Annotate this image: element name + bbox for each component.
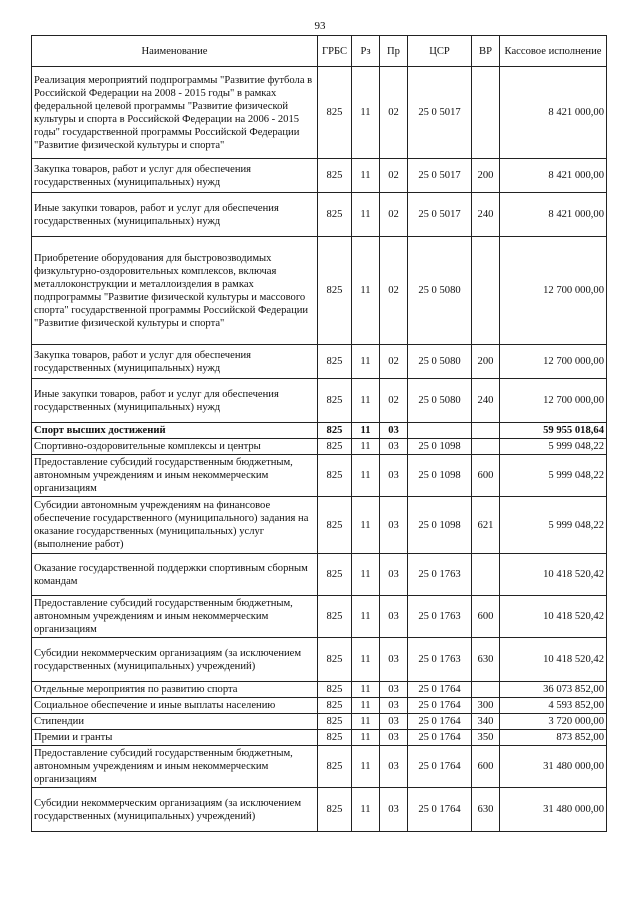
table-row xyxy=(32,497,607,554)
header-name: Наименование xyxy=(32,36,318,67)
cell-amount: 5 999 048,22 xyxy=(500,497,607,554)
cell-grbs: 825 xyxy=(318,345,352,379)
cell-csr: 25 0 1764 xyxy=(408,730,472,746)
cell-vr: 200 xyxy=(472,159,500,193)
header-csr: ЦСР xyxy=(408,36,472,67)
cell-name: Иные закупки товаров, работ и услуг для обеспечения государственных (муниципальных) нужд xyxy=(32,193,318,237)
cell-vr: 600 xyxy=(472,596,500,638)
cell-vr: 621 xyxy=(472,497,500,554)
cell-csr: 25 0 1763 xyxy=(408,554,472,596)
cell-amount: 4 593 852,00 xyxy=(500,698,607,714)
cell-grbs: 825 xyxy=(318,379,352,423)
cell-rz: 11 xyxy=(352,596,380,638)
cell-name: Приобретение оборудования для быстровозводимых физкультурно-оздоровительных комплексов, включая металлоконструкции и металлоизделия в рамках подпрограммы "Развитие физической культуры и массового спорта" государственной программы Российской Федерации "Развитие физической культуры и спорта" xyxy=(32,237,318,345)
cell-amount: 10 418 520,42 xyxy=(500,596,607,638)
cell-name: Спортивно-оздоровительные комплексы и центры xyxy=(32,439,318,455)
cell-csr: 25 0 1764 xyxy=(408,714,472,730)
cell-rz: 11 xyxy=(352,730,380,746)
cell-pr: 02 xyxy=(380,379,408,423)
cell-grbs: 825 xyxy=(318,439,352,455)
cell-amount: 31 480 000,00 xyxy=(500,788,607,832)
cell-pr: 03 xyxy=(380,497,408,554)
cell-vr xyxy=(472,682,500,698)
table-row xyxy=(32,714,607,730)
page-number: 93 xyxy=(314,20,326,32)
cell-name: Реализация мероприятий подпрограммы "Развитие футбола в Российской Федерации на 2008 - 2015 годы" в рамках федеральной целевой программы "Развитие физической культуры и спорта в Российской Федерации на 2006 - 2015 годы" государственной программы Российской Федерации "Развитие физической культуры и спорта" xyxy=(32,67,318,159)
cell-rz: 11 xyxy=(352,638,380,682)
cell-csr: 25 0 1763 xyxy=(408,638,472,682)
cell-name: Предоставление субсидий государственным бюджетным, автономным учреждениям и иным некоммерческим организациям xyxy=(32,596,318,638)
cell-vr xyxy=(472,67,500,159)
cell-pr: 02 xyxy=(380,193,408,237)
cell-pr: 03 xyxy=(380,439,408,455)
cell-name: Стипендии xyxy=(32,714,318,730)
table-row xyxy=(32,423,607,439)
table-body xyxy=(32,67,607,832)
cell-amount: 12 700 000,00 xyxy=(500,237,607,345)
cell-rz: 11 xyxy=(352,698,380,714)
cell-pr: 03 xyxy=(380,730,408,746)
cell-vr: 300 xyxy=(472,698,500,714)
cell-grbs: 825 xyxy=(318,67,352,159)
cell-name: Иные закупки товаров, работ и услуг для обеспечения государственных (муниципальных) нужд xyxy=(32,379,318,423)
cell-amount: 36 073 852,00 xyxy=(500,682,607,698)
cell-grbs: 825 xyxy=(318,159,352,193)
table-row xyxy=(32,193,607,237)
cell-rz: 11 xyxy=(352,237,380,345)
cell-csr: 25 0 5017 xyxy=(408,159,472,193)
cell-name: Предоставление субсидий государственным бюджетным, автономным учреждениям и иным некоммерческим организациям xyxy=(32,455,318,497)
table-row xyxy=(32,682,607,698)
header-pr: Пр xyxy=(380,36,408,67)
cell-grbs: 825 xyxy=(318,497,352,554)
cell-vr: 240 xyxy=(472,193,500,237)
cell-csr xyxy=(408,423,472,439)
cell-amount: 8 421 000,00 xyxy=(500,67,607,159)
cell-pr: 02 xyxy=(380,237,408,345)
cell-pr: 02 xyxy=(380,345,408,379)
cell-amount: 5 999 048,22 xyxy=(500,455,607,497)
cell-name: Закупка товаров, работ и услуг для обеспечения государственных (муниципальных) нужд xyxy=(32,159,318,193)
cell-name: Субсидии некоммерческим организациям (за исключением государственных (муниципальных) учреждений) xyxy=(32,788,318,832)
cell-csr: 25 0 1098 xyxy=(408,497,472,554)
cell-rz: 11 xyxy=(352,345,380,379)
cell-csr: 25 0 1764 xyxy=(408,746,472,788)
cell-pr: 02 xyxy=(380,159,408,193)
table-row xyxy=(32,746,607,788)
cell-grbs: 825 xyxy=(318,455,352,497)
cell-amount: 8 421 000,00 xyxy=(500,159,607,193)
table-row xyxy=(32,698,607,714)
budget-table xyxy=(31,35,607,832)
cell-rz: 11 xyxy=(352,746,380,788)
table-row xyxy=(32,67,607,159)
cell-pr: 03 xyxy=(380,596,408,638)
cell-name: Премии и гранты xyxy=(32,730,318,746)
cell-pr: 03 xyxy=(380,714,408,730)
cell-name: Предоставление субсидий государственным бюджетным, автономным учреждениям и иным некоммерческим организациям xyxy=(32,746,318,788)
cell-rz: 11 xyxy=(352,714,380,730)
cell-rz: 11 xyxy=(352,67,380,159)
cell-pr: 03 xyxy=(380,788,408,832)
cell-rz: 11 xyxy=(352,554,380,596)
cell-pr: 03 xyxy=(380,638,408,682)
cell-name: Отдельные мероприятия по развитию спорта xyxy=(32,682,318,698)
cell-amount: 5 999 048,22 xyxy=(500,439,607,455)
cell-grbs: 825 xyxy=(318,596,352,638)
header-amount: Кассовое исполнение xyxy=(500,36,607,67)
cell-rz: 11 xyxy=(352,439,380,455)
cell-pr: 03 xyxy=(380,698,408,714)
cell-rz: 11 xyxy=(352,159,380,193)
cell-rz: 11 xyxy=(352,682,380,698)
table-row xyxy=(32,159,607,193)
cell-amount: 59 955 018,64 xyxy=(500,423,607,439)
cell-pr: 03 xyxy=(380,554,408,596)
cell-grbs: 825 xyxy=(318,554,352,596)
cell-amount: 8 421 000,00 xyxy=(500,193,607,237)
cell-name: Оказание государственной поддержки спортивным сборным командам xyxy=(32,554,318,596)
cell-grbs: 825 xyxy=(318,788,352,832)
cell-amount: 10 418 520,42 xyxy=(500,554,607,596)
cell-csr: 25 0 5080 xyxy=(408,379,472,423)
cell-vr: 340 xyxy=(472,714,500,730)
cell-grbs: 825 xyxy=(318,698,352,714)
cell-grbs: 825 xyxy=(318,730,352,746)
table-row xyxy=(32,638,607,682)
cell-grbs: 825 xyxy=(318,714,352,730)
cell-amount: 31 480 000,00 xyxy=(500,746,607,788)
cell-vr xyxy=(472,554,500,596)
cell-csr: 25 0 5080 xyxy=(408,345,472,379)
cell-amount: 3 720 000,00 xyxy=(500,714,607,730)
cell-rz: 11 xyxy=(352,788,380,832)
cell-csr: 25 0 1764 xyxy=(408,788,472,832)
cell-csr: 25 0 5017 xyxy=(408,67,472,159)
header-grbs: ГРБС xyxy=(318,36,352,67)
table-row xyxy=(32,730,607,746)
cell-grbs: 825 xyxy=(318,638,352,682)
table-header-row xyxy=(32,36,607,67)
cell-name: Спорт высших достижений xyxy=(32,423,318,439)
cell-vr: 350 xyxy=(472,730,500,746)
cell-csr: 25 0 1098 xyxy=(408,455,472,497)
cell-rz: 11 xyxy=(352,379,380,423)
cell-csr: 25 0 1764 xyxy=(408,682,472,698)
cell-rz: 11 xyxy=(352,497,380,554)
cell-vr: 200 xyxy=(472,345,500,379)
cell-grbs: 825 xyxy=(318,746,352,788)
cell-vr: 630 xyxy=(472,638,500,682)
table-row xyxy=(32,345,607,379)
header-vr: ВР xyxy=(472,36,500,67)
cell-rz: 11 xyxy=(352,193,380,237)
cell-vr: 600 xyxy=(472,455,500,497)
cell-vr: 240 xyxy=(472,379,500,423)
cell-name: Социальное обеспечение и иные выплаты населению xyxy=(32,698,318,714)
cell-amount: 10 418 520,42 xyxy=(500,638,607,682)
table-row xyxy=(32,554,607,596)
cell-csr: 25 0 5080 xyxy=(408,237,472,345)
cell-pr: 02 xyxy=(380,67,408,159)
table-row xyxy=(32,455,607,497)
cell-amount: 12 700 000,00 xyxy=(500,345,607,379)
table-row xyxy=(32,596,607,638)
cell-pr: 03 xyxy=(380,423,408,439)
cell-vr xyxy=(472,237,500,345)
table-row xyxy=(32,237,607,345)
cell-rz: 11 xyxy=(352,423,380,439)
cell-csr: 25 0 1764 xyxy=(408,698,472,714)
cell-vr xyxy=(472,423,500,439)
cell-csr: 25 0 1763 xyxy=(408,596,472,638)
header-rz: Рз xyxy=(352,36,380,67)
cell-pr: 03 xyxy=(380,455,408,497)
table-row xyxy=(32,788,607,832)
cell-rz: 11 xyxy=(352,455,380,497)
table-row xyxy=(32,379,607,423)
cell-name: Субсидии некоммерческим организациям (за исключением государственных (муниципальных) учреждений) xyxy=(32,638,318,682)
cell-pr: 03 xyxy=(380,682,408,698)
cell-csr: 25 0 1098 xyxy=(408,439,472,455)
cell-amount: 873 852,00 xyxy=(500,730,607,746)
cell-name: Закупка товаров, работ и услуг для обеспечения государственных (муниципальных) нужд xyxy=(32,345,318,379)
table-row xyxy=(32,439,607,455)
cell-vr: 630 xyxy=(472,788,500,832)
cell-vr: 600 xyxy=(472,746,500,788)
cell-grbs: 825 xyxy=(318,423,352,439)
cell-grbs: 825 xyxy=(318,237,352,345)
cell-name: Субсидии автономным учреждениям на финансовое обеспечение государственного (муниципального) задания на оказание государственных (муниципальных) услуг (выполнение работ) xyxy=(32,497,318,554)
cell-amount: 12 700 000,00 xyxy=(500,379,607,423)
cell-vr xyxy=(472,439,500,455)
cell-pr: 03 xyxy=(380,746,408,788)
cell-csr: 25 0 5017 xyxy=(408,193,472,237)
cell-grbs: 825 xyxy=(318,193,352,237)
cell-grbs: 825 xyxy=(318,682,352,698)
